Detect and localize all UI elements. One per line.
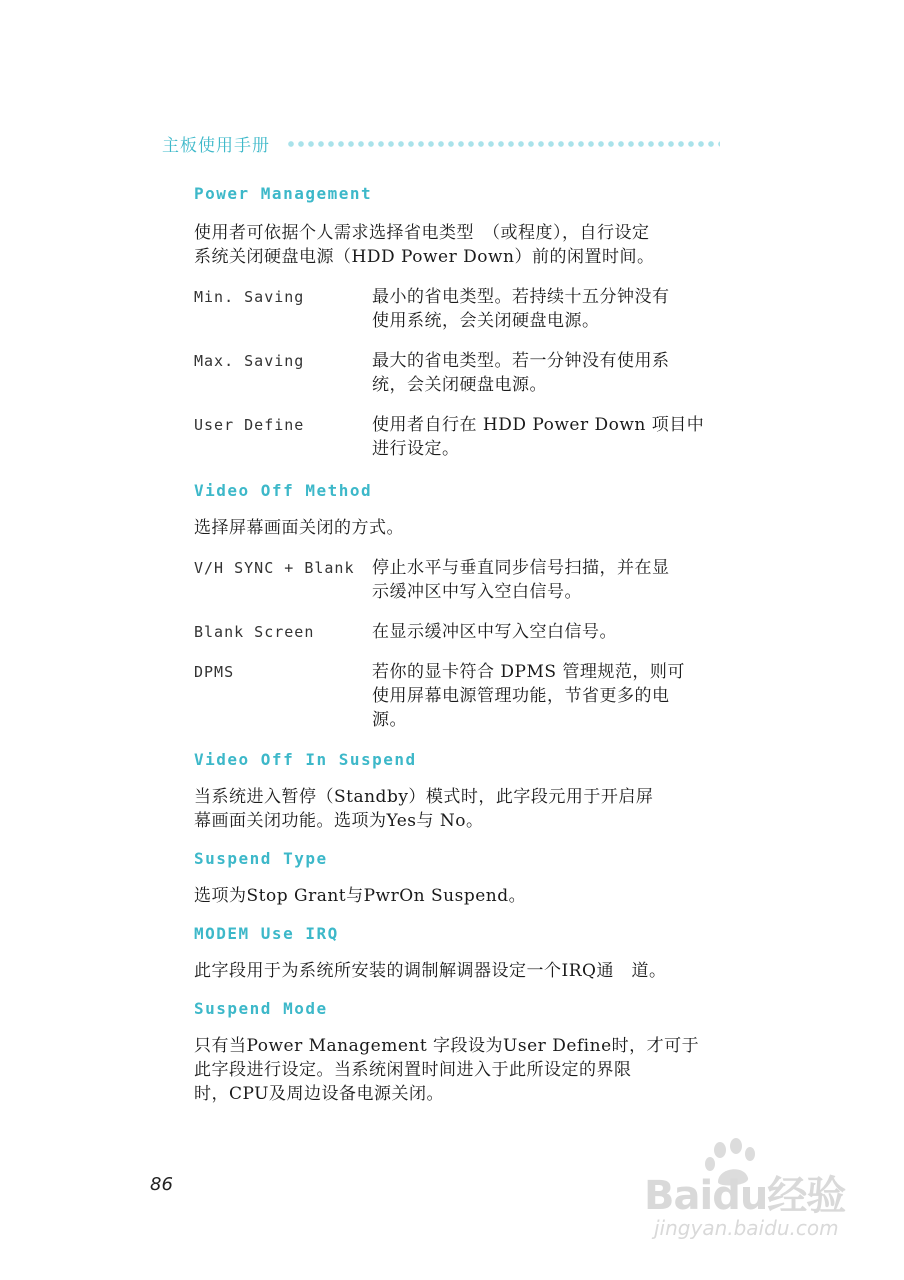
option-desc-line: 使用者自行在 HDD Power Down 项目中 (372, 415, 705, 435)
suspend-mode-text-2: 此字段进行设定。当系统闲置时间进入于此所设定的界限 (194, 1060, 632, 1080)
suspend-mode-heading: Suspend Mode (194, 999, 328, 1018)
option-desc-line: 进行设定。 (372, 439, 460, 459)
option-name: Blank Screen (194, 623, 315, 641)
page-number: 86 (150, 1174, 173, 1195)
option-min-saving (194, 285, 734, 333)
option-name: DPMS (194, 663, 235, 681)
option-desc (372, 556, 734, 604)
option-desc-line: 若你的显卡符合 DPMS 管理规范，则可 (372, 662, 685, 682)
suspend-mode-text-3: 时，CPU及周边设备电源关闭。 (194, 1084, 444, 1104)
baidu-watermark (644, 1138, 874, 1258)
video-off-in-suspend-heading: Video Off In Suspend (194, 750, 417, 769)
power-management-heading: Power Management (194, 184, 373, 203)
option-desc-line: 在显示缓冲区中写入空白信号。 (372, 622, 617, 642)
option-desc (372, 660, 734, 732)
option-user-define (194, 413, 734, 461)
page-header (162, 131, 720, 156)
option-blank-screen (194, 620, 734, 644)
option-vh-sync-blank (194, 556, 734, 604)
option-desc (372, 349, 734, 397)
suspend-mode-text-1: 只有当Power Management 字段设为User Define时，才可于 (194, 1036, 700, 1056)
watermark-logo-text: Baidu经验 (644, 1173, 846, 1219)
video-off-method-heading: Video Off Method (194, 481, 373, 500)
option-dpms (194, 660, 734, 732)
option-desc-line: 最大的省电类型。若一分钟没有使用系 (372, 351, 670, 371)
modem-use-irq-heading: MODEM Use IRQ (194, 924, 339, 943)
video-off-in-suspend-text-2: 幕画面关闭功能。选项为Yes与 No。 (194, 811, 484, 831)
power-management-intro-1: 使用者可依据个人需求选择省电类型 （或程度），自行设定 (194, 223, 650, 243)
power-management-intro-2: 系统关闭硬盘电源（HDD Power Down）前的闲置时间。 (194, 247, 655, 267)
header-dotted-rule (286, 140, 720, 148)
option-max-saving (194, 349, 734, 397)
page-content (194, 180, 734, 1106)
watermark-url: jingyan.baidu.com (654, 1216, 839, 1240)
option-name: Max. Saving (194, 352, 305, 370)
option-desc (372, 620, 734, 644)
option-desc-line: 示缓冲区中写入空白信号。 (372, 582, 582, 602)
suspend-type-heading: Suspend Type (194, 849, 328, 868)
option-name: User Define (194, 416, 305, 434)
header-title: 主板使用手册 (162, 136, 270, 156)
modem-use-irq-text: 此字段用于为系统所安装的调制解调器设定一个IRQ通 道。 (194, 961, 667, 981)
suspend-type-text: 选项为Stop Grant与PwrOn Suspend。 (194, 886, 527, 906)
option-name: V/H SYNC + Blank (194, 559, 355, 577)
option-desc-line: 源。 (372, 710, 407, 730)
video-off-in-suspend-text-1: 当系统进入暂停（Standby）模式时，此字段元用于开启屏 (194, 787, 654, 807)
option-desc (372, 285, 734, 333)
option-desc-line: 最小的省电类型。若持续十五分钟没有 (372, 287, 670, 307)
option-desc-line: 停止水平与垂直同步信号扫描，并在显 (372, 558, 670, 578)
video-off-method-intro: 选择屏幕画面关闭的方式。 (194, 518, 404, 538)
option-name: Min. Saving (194, 288, 305, 306)
option-desc-line: 统，会关闭硬盘电源。 (372, 375, 547, 395)
option-desc (372, 413, 734, 461)
option-desc-line: 使用屏幕电源管理功能，节省更多的电 (372, 686, 670, 706)
option-desc-line: 使用系统，会关闭硬盘电源。 (372, 311, 600, 331)
